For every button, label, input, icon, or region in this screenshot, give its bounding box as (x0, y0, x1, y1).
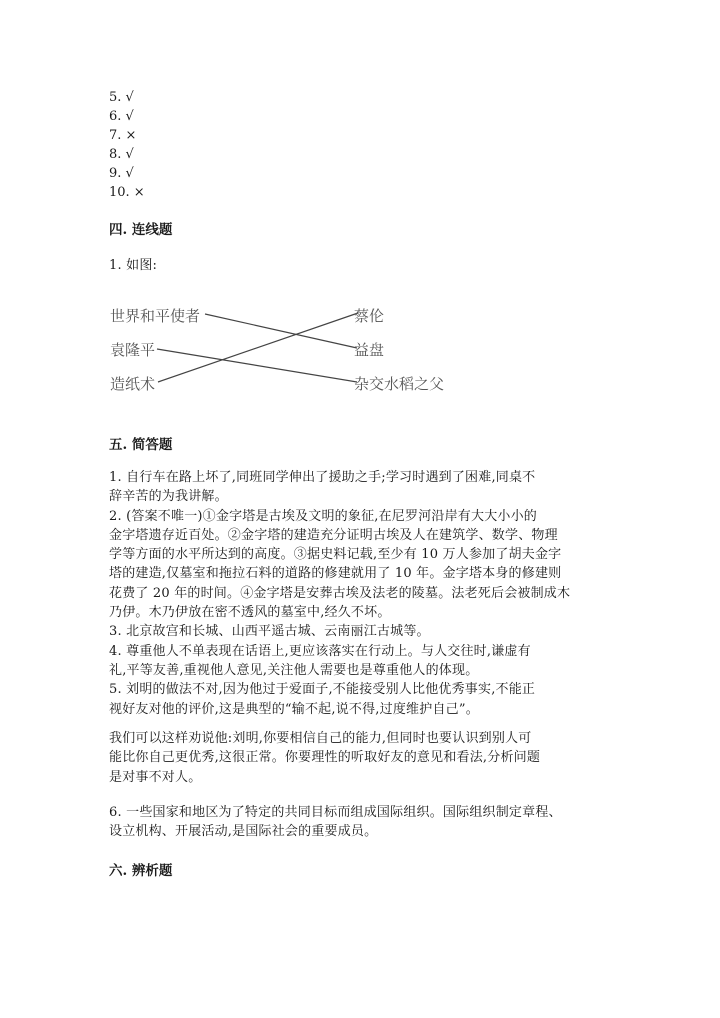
connector-line (205, 314, 357, 348)
match-left-3: 造纸术 (110, 375, 156, 393)
answer-6: 6. √ (109, 109, 134, 124)
section-5-answers: 1. 自行车在路上坏了,同班同学伸出了援助之手;学习时遇到了困难,同桌不 辞辛苦的为我讲解。 2. (答案不唯一)①金字塔是古埃及文明的象征,在尼罗河沿岸有大大小小的 金字塔遗存近百处。②金字塔的建造充分证明古埃及人在建筑学、数学、物理 学等方面的水平所达到的高度。③据史料记载,至少有 10 万人参加了胡夫金字 塔的建造,仅墓室和拖拉石料的道路的修建就用了 10 年。金字塔本身的修建则 花费了 20 年的时间。④金字塔是安葬古埃及法老的陵墓。法老死后会被制成木 乃伊。木乃伊放在密不透风的墓室中,经久不坏。 3. 北京故宫和长城、山西平遥古城、云南丽江古城等。 4. 尊重他人不单表现在话语上,更应该落实在行动上。与人交往时,谦虚有 礼,平等友善,重视他人意见,关注他人需要也是尊重他人的体现。 5. 刘明的做法不对,因为他过于爱面子,不能接受别人比他优秀事实,不能正 视好友对他的评价,这是典型的“输不起,说不得,过度维护自己”。 (109, 470, 571, 717)
answer-9: 9. √ (109, 166, 134, 181)
answer-10: 10. × (109, 185, 145, 200)
match-left-1: 世界和平使者 (110, 307, 201, 325)
match-right-1: 蔡伦 (354, 307, 385, 325)
judgement-answer-list (109, 88, 145, 202)
section-5-heading: 五. 简答题 (109, 437, 173, 453)
match-right-3: 杂交水稻之父 (354, 375, 445, 393)
match-left-2: 袁隆平 (110, 341, 156, 359)
persuasion-paragraph: 我们可以这样劝说他:刘明,你要相信自己的能力,但同时也要认识到别人可 能比你自己更优秀,这很正常。你要理性的听取好友的意见和看法,分析问题 是对事不对人。 (109, 731, 541, 785)
answer-6-paragraph: 6. 一些国家和地区为了特定的共同目标而组成国际组织。国际组织制定章程、 设立机构、开展活动,是国际社会的重要成员。 (109, 805, 562, 840)
answer-5: 5. √ (109, 90, 134, 105)
answer-8: 8. √ (109, 147, 134, 162)
connector-line (157, 349, 357, 382)
matching-diagram (100, 296, 480, 406)
section-4-item-1: 1. 如图: (109, 258, 158, 273)
match-right-2: 益盘 (354, 341, 385, 359)
answer-7: 7. × (109, 128, 137, 143)
section-6-heading: 六. 辨析题 (109, 863, 173, 879)
section-4-heading: 四. 连线题 (109, 222, 173, 238)
